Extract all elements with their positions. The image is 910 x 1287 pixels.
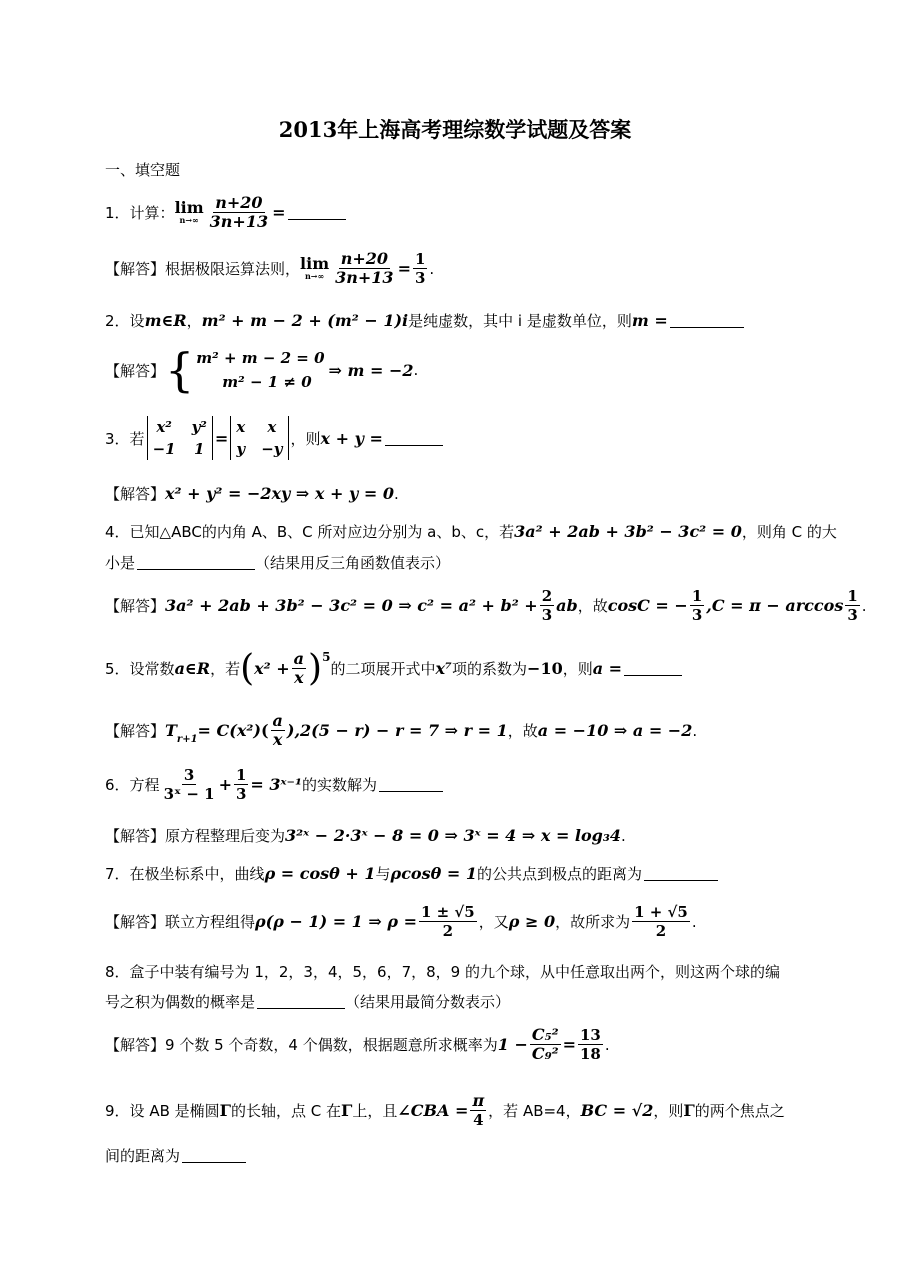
answer-2: 【解答】 { m² + m − 2 = 0 m² − 1 ≠ 0 ⇒ m = −2 . (105, 343, 419, 397)
determinant-left: x² y² −1 1 (147, 416, 213, 460)
fraction: $\frac{n+20}{3n+13}$ (209, 193, 269, 231)
page-title: 2013年上海高考理综数学试题及答案 (278, 117, 632, 142)
answer-8: 【解答】 9 个数 5 个奇数，4 个偶数，根据题意所求概率为 1 − $\frac{\text{C₅²}}{\text{C₉²}}$ = $\frac{13}{18}$ . (105, 1025, 610, 1063)
question-6: 6． 方程 $\frac{3}{\text{3ˣ − 1}}$ + $\frac{1}{3}$ = 3ˣ⁻¹ 的实数解为 (105, 766, 443, 803)
question-9-cont: 间的距离为 (105, 1145, 246, 1166)
answer-3: 【解答】 x² + y² = −2xy ⇒ x + y = 0 . (105, 484, 399, 503)
limit-expression: lim n→∞ (174, 198, 204, 225)
question-2: 2． 设 m∈R ， m² + m − 2 + (m² − 1)i 是纯虚数，其中 i 是虚数单位，则 m = (105, 310, 744, 331)
answer-blank (182, 1148, 246, 1163)
section-heading: 一、填空题 (105, 161, 181, 179)
answer-blank (288, 205, 346, 220)
answer-blank (624, 661, 682, 676)
answer-blank (644, 866, 718, 881)
question-1: 1． 计算： lim n→∞ $\frac{n+20}{3n+13}$ = (105, 194, 346, 231)
determinant-right: x x y −y (230, 416, 288, 460)
question-9: 9． 设 AB 是椭圆 Γ 的长轴，点 C 在 Γ 上，且 ∠CBA = $\frac{\pi}{4}$ ，若 AB=4， BC = √2 ，则 Γ 的两个焦点之 (105, 1091, 785, 1129)
left-brace-icon: { (165, 343, 195, 397)
question-3: 3． 若 x² y² −1 1 = x x y −y ，则 x + y = (105, 416, 443, 460)
question-8-cont: 号之积为偶数的概率是 （结果用最简分数表示） (105, 993, 511, 1011)
answer-1: 【解答】 根据极限运算法则， lim n→∞ $\frac{n+20}{3n+13}$ = $\frac{1}{3}$ . (105, 249, 435, 287)
question-8: 8． 盒子中装有编号为 1，2，3，4，5，6，7，8，9 的九个球，从中任意取出两个，则这两个球的编 (105, 963, 780, 981)
answer-4: 【解答】 3a² + 2ab + 3b² − 3c² = 0 ⇒ c² = a² + b² + $\frac{2}{3}$ ab ，故 cosC = − $\frac{1}{3}$ ,C = π − arccos $\frac{1}{3}$ . (105, 587, 867, 624)
answer-7: 【解答】 联立方程组得 ρ(ρ − 1) = 1 ⇒ ρ = $\frac{1 \pm √5}{2}$ ，又 ρ ≥ 0 ，故所求为 $\frac{1 + √5}{2}$ . (105, 903, 697, 940)
answer-blank (670, 313, 744, 328)
answer-blank (137, 555, 255, 570)
answer-blank (257, 994, 345, 1009)
answer-6: 【解答】 原方程整理后变为 3²ˣ − 2·3ˣ − 8 = 0 ⇒ 3ˣ = 4 ⇒ x = log₃4 . (105, 826, 626, 845)
question-4-cont: 小是 （结果用反三角函数值表示） (105, 554, 451, 572)
answer-blank (385, 431, 443, 446)
equation-system: { m² + m − 2 = 0 m² − 1 ≠ 0 (165, 343, 325, 397)
answer-blank (379, 777, 443, 792)
question-5: 5． 设常数 a∈R ，若 ( x² + $\frac{a}{x}$ ) 5 的二项展开式中 x⁷ 项的系数为 −10 ，则 a = (105, 650, 682, 687)
answer-5: 【解答】 T r+1 = C (x²) ( $\frac{a}{x}$ ),2(5 − r) − r = 7 ⇒ r = 1 ，故 a = −10 ⇒ a = −2 . (105, 711, 698, 749)
question-4: 4． 已知△ABC的内角 A、B、C 所对应边分别为 a、b、c，若 3a² + 2ab + 3b² − 3c² = 0 ，则角 C 的大 (105, 522, 837, 541)
question-7: 7． 在极坐标系中，曲线 ρ = cosθ + 1 与 ρcosθ = 1 的公共点到极点的距离为 (105, 863, 718, 884)
